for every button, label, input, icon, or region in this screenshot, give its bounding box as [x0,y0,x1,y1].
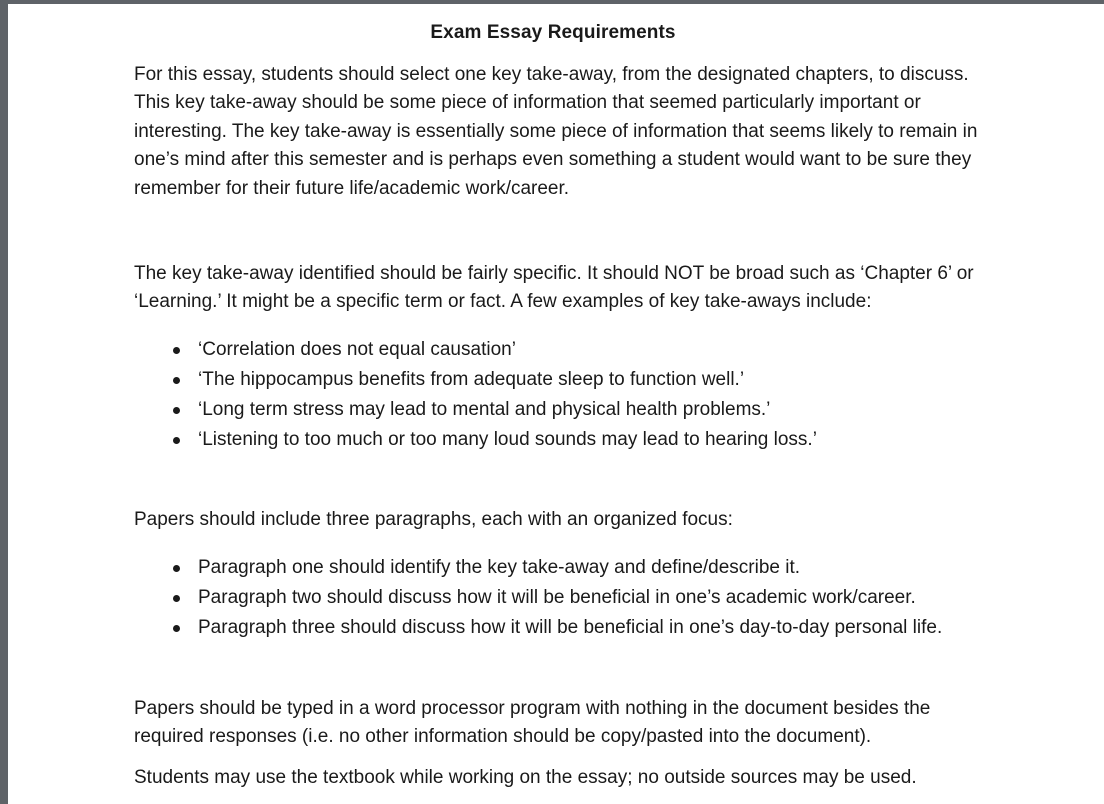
bullet-icon [173,565,180,572]
list-item-text: ‘The hippocampus benefits from adequate sleep to function well.’ [198,369,745,390]
document-title: Exam Essay Requirements [430,22,676,43]
list-item-text: Paragraph three should discuss how it will be beneficial in one’s day-to-day personal life. [198,617,943,638]
document-page [8,4,1104,804]
bullet-icon [173,595,180,602]
list-item-text: ‘Listening to too much or too many loud sounds may lead to hearing loss.’ [198,429,817,450]
paragraph-structure-intro: Papers should include three paragraphs, each with an organized focus: [134,509,733,530]
paragraph-specificity: The key take-away identified should be fairly specific. It should NOT be broad such as ‘Chapter 6’ or ‘Learning.’ It might be a specific term or fact. A few examples of key take-aways include: [134,263,974,313]
list-item [134,335,1014,365]
list-item-text: ‘Long term stress may lead to mental and physical health problems.’ [198,399,771,420]
paragraph-format: Papers should be typed in a word processor program with nothing in the document besides the required responses (i.e. no other information should be copy/pasted into the document). [134,698,931,748]
paragraph-sources: Students may use the textbook while working on the essay; no outside sources may be used. [134,767,917,788]
bullet-icon [173,437,180,444]
bullet-icon [173,377,180,384]
list-item [134,395,1014,425]
structure-list [134,553,1014,643]
list-item-text: Paragraph one should identify the key take-away and define/describe it. [198,557,801,578]
bullet-icon [173,347,180,354]
list-item-text: ‘Correlation does not equal causation’ [198,339,516,360]
list-item [134,583,1014,613]
list-item [134,613,1014,643]
bullet-icon [173,625,180,632]
bullet-icon [173,407,180,414]
examples-list [134,335,1014,455]
list-item-text: Paragraph two should discuss how it will be beneficial in one’s academic work/career. [198,587,916,608]
list-item [134,425,1014,455]
list-item [134,553,1014,583]
list-item [134,365,1014,395]
paragraph-intro: For this essay, students should select one key take-away, from the designated chapters, to discuss. This key take-away should be some piece of information that seemed particularly important or interesting. The key take-away is essentially some piece of information that seems likely to remain in one’s mind after this semester and is perhaps even something a student would want to be sure they remember for their future life/academic work/career. [134,64,978,199]
